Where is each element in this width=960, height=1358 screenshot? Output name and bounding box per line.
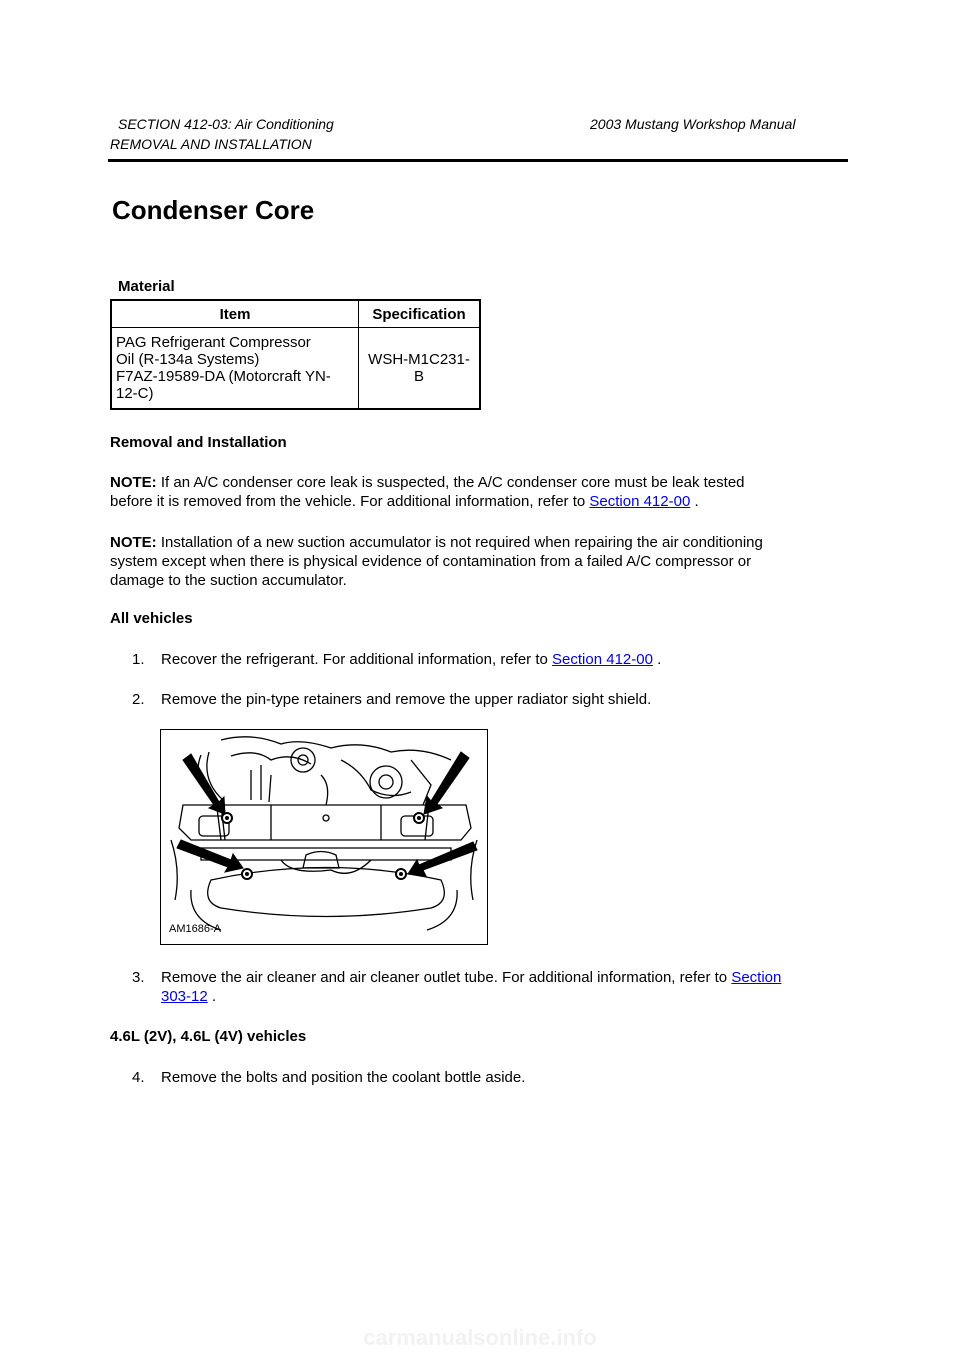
note-text: system except when there is physical evidence of contamination from a failed A/C compressor or: [110, 553, 752, 570]
radiator-sight-shield-figure: [160, 729, 488, 945]
spec-line: B: [413, 368, 424, 385]
section-303-12-link[interactable]: Section: [731, 969, 782, 986]
vehicles-46-heading: 4.6L (2V), 4.6L (4V) vehicles: [110, 1028, 307, 1045]
step-1-text: [161, 650, 661, 669]
step-2-text: Remove the pin-type retainers and remove the upper radiator sight shield.: [161, 691, 652, 708]
watermark: [0, 1325, 960, 1351]
step-4-text: Remove the bolts and position the coolant bottle aside.: [161, 1069, 526, 1086]
table-header-row: [111, 300, 480, 328]
step-text: Recover the refrigerant. For additional information, refer to: [161, 651, 548, 668]
step-3-text: [161, 968, 851, 1006]
section-412-00-link[interactable]: Section 412-00: [589, 493, 691, 510]
item-line: 12-C): [116, 385, 154, 402]
column-header-specification: Specification: [359, 300, 481, 328]
material-item-cell: [111, 328, 359, 410]
material-spec-cell: [359, 328, 481, 410]
all-vehicles-heading: All vehicles: [110, 610, 193, 627]
step-number: 4.: [132, 1069, 145, 1086]
item-line: F7AZ-19589-DA (Motorcraft YN-: [116, 368, 331, 385]
page-title: Condenser Core: [112, 195, 315, 225]
item-line: Oil (R-134a Systems): [116, 351, 260, 368]
note-1: [110, 473, 850, 511]
step-number: 2.: [132, 691, 145, 708]
removal-heading: Removal and Installation: [110, 434, 287, 451]
engine-bay-illustration: [161, 730, 487, 944]
header-manual: 2003 Mustang Workshop Manual: [590, 116, 796, 132]
material-table: [110, 299, 481, 410]
note-2: [110, 533, 850, 590]
note-text: If an A/C condenser core leak is suspected, the A/C condenser core must be leak tested: [160, 474, 745, 491]
header-rule: [108, 159, 848, 162]
note-text: Installation of a new suction accumulator is not required when repairing the air conditioning: [160, 534, 763, 551]
item-line: PAG Refrigerant Compressor: [116, 334, 311, 351]
step-punct: .: [211, 988, 217, 1005]
step-number: 3.: [132, 969, 145, 986]
note-label: NOTE:: [110, 534, 157, 551]
header-section: SECTION 412-03: Air Conditioning: [118, 116, 334, 132]
note-text: before it is removed from the vehicle. For additional information, refer to: [110, 493, 586, 510]
figure-label: AM1686-A: [169, 923, 221, 935]
section-412-00-link[interactable]: Section 412-00: [552, 651, 653, 668]
step-text: Remove the air cleaner and air cleaner outlet tube. For additional information, refer to: [161, 969, 728, 986]
note-punct: .: [694, 493, 699, 510]
section-303-12-link[interactable]: 303-12: [161, 988, 208, 1005]
material-label: Material: [118, 278, 175, 295]
step-number: 1.: [132, 651, 145, 668]
watermark-text: carmanualsonline.info: [363, 1325, 597, 1350]
column-header-item: Item: [111, 300, 359, 328]
table-row: [111, 328, 480, 410]
step-punct: .: [657, 651, 662, 668]
header-category: REMOVAL AND INSTALLATION: [110, 136, 312, 152]
note-text: damage to the suction accumulator.: [110, 572, 347, 589]
spec-line: WSH-M1C231-: [368, 351, 470, 368]
note-label: NOTE:: [110, 474, 157, 491]
